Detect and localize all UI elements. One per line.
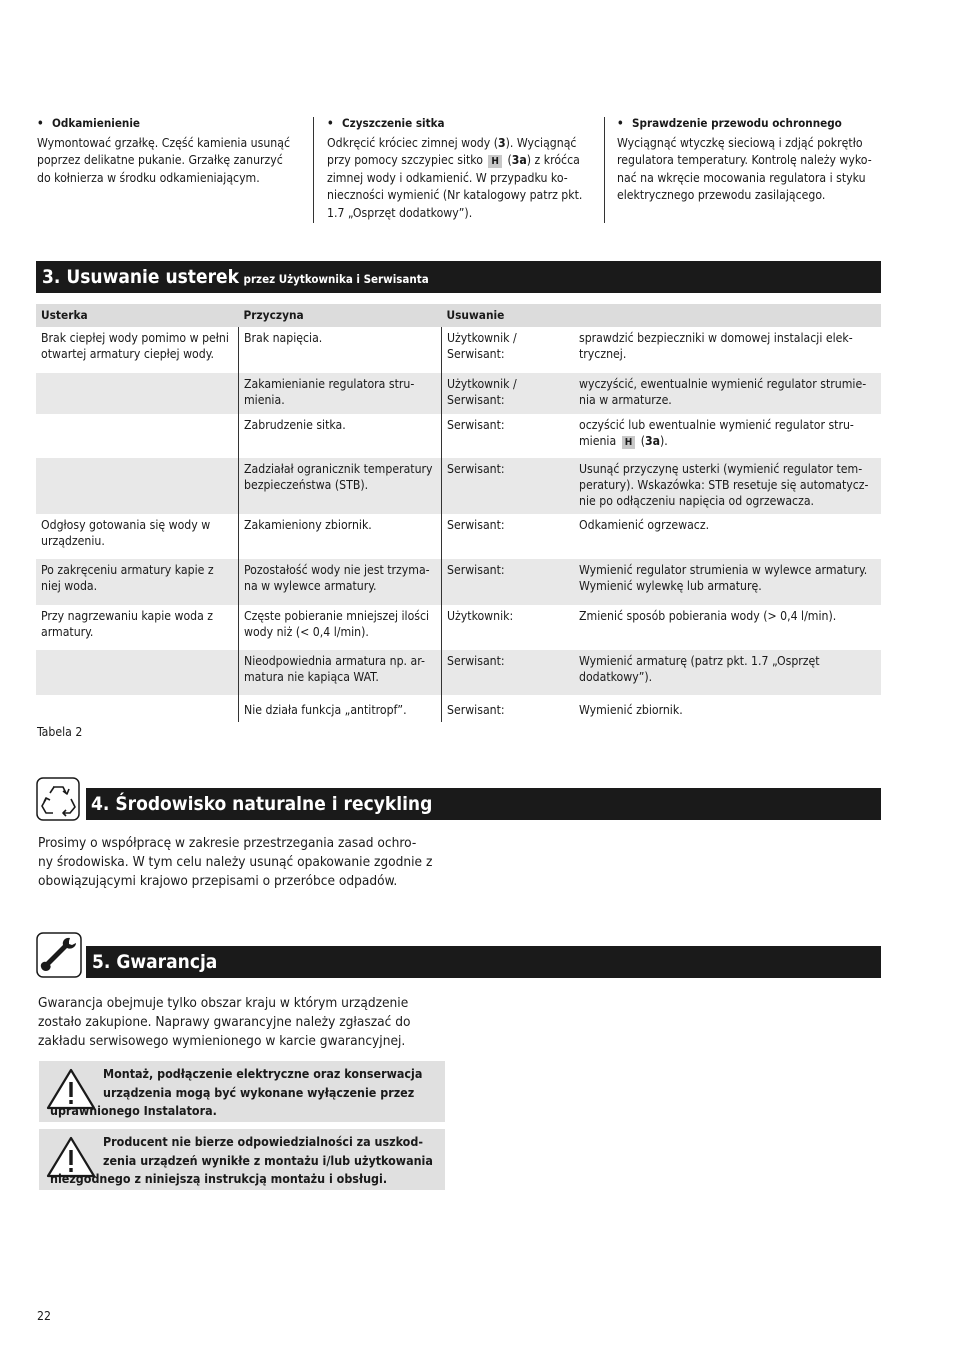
table-row bbox=[36, 373, 881, 414]
table-cell: Serwisant: bbox=[442, 559, 574, 605]
table-row bbox=[36, 327, 881, 373]
table-cell: Serwisant: bbox=[442, 514, 574, 559]
column-heading: • Czyszczenie sitka bbox=[327, 116, 445, 130]
table-header-row bbox=[36, 304, 881, 327]
column-line: nać na wkręcie mocowania regulatora i styku bbox=[617, 170, 866, 185]
table-row bbox=[36, 414, 881, 458]
table-row bbox=[36, 514, 881, 559]
table-cell: wyczyścić, ewentualnie wymienić regulator strumie- nia w armaturze. bbox=[573, 373, 881, 414]
column-line: Wyciągnąć wtyczkę sieciową i zdjąć pokrętło bbox=[617, 135, 863, 150]
column-line: regulatora temperatury. Kontrolę należy wyko- bbox=[617, 153, 872, 168]
table-cell: Serwisant: bbox=[442, 458, 574, 514]
warning-text-tail: niezgodnego z niniejszą instrukcją montażu i obsługi. bbox=[50, 1171, 388, 1186]
table-cell: Brak ciepłej wody pomimo w pełni otwartej armatury ciepłej wody. bbox=[41, 331, 229, 362]
column-line: Wymontować grzałkę. Część kamienia usunąć bbox=[37, 135, 290, 150]
column-line: 1.7 „Osprzęt dodatkowy”). bbox=[327, 205, 473, 220]
table-cell: Wymienić armaturę (patrz pkt. 1.7 „Osprzęt dodatkowy”). bbox=[573, 650, 881, 695]
troubleshooting-table bbox=[36, 304, 881, 722]
table-cell: Serwisant: bbox=[442, 650, 574, 695]
warning-text: Producent nie bierze odpowiedzialności za uszkod- zenia urządzeń wynikłe z montażu i/lub użytkowania bbox=[103, 1134, 433, 1168]
table-caption: Tabela 2 bbox=[37, 725, 83, 739]
table-cell: sprawdzić bezpieczniki w domowej instalacji elek- trycznej. bbox=[579, 331, 853, 362]
table-cell bbox=[36, 650, 239, 695]
column-line: przy pomocy szczypiec sitko H (3a) z króćca bbox=[327, 153, 580, 168]
table-cell bbox=[36, 373, 239, 414]
table-cell: Brak napięcia. bbox=[239, 327, 442, 373]
table-row bbox=[36, 650, 881, 695]
table-row bbox=[36, 458, 881, 514]
column-line: Odkręcić króciec zimnej wody (3). Wyciągnąć bbox=[327, 135, 577, 150]
section-3-header bbox=[36, 261, 881, 293]
table-cell bbox=[36, 458, 239, 514]
column-line: zimnej wody i odkamienić. W przypadku ko- bbox=[327, 170, 568, 185]
table-cell bbox=[36, 695, 239, 722]
table-cell: Odkamienić ogrzewacz. bbox=[579, 518, 710, 532]
table-cell: Po zakręceniu armatury kapie z niej woda. bbox=[36, 559, 239, 605]
warning-box-installer bbox=[39, 1061, 445, 1122]
table-cell: Serwisant: bbox=[442, 695, 574, 722]
section-3-subtitle: przez Użytkownika i Serwisanta bbox=[243, 272, 429, 286]
table-cell: Zmienić sposób pobierania wody (> 0,4 l/min). bbox=[579, 609, 837, 623]
wrench-icon bbox=[36, 932, 82, 978]
column-ground-check bbox=[617, 115, 887, 205]
table-cell: Zabrudzenie sitka. bbox=[239, 414, 442, 458]
table-cell: Pozostałość wody nie jest trzyma- na w wylewce armatury. bbox=[239, 559, 442, 605]
table-cell: Wymienić zbiornik. bbox=[579, 703, 683, 717]
section-4-title: 4. Środowisko naturalne i recykling bbox=[91, 793, 433, 815]
table-cell: Użytkownik / Serwisant: bbox=[442, 327, 574, 373]
warning-box-liability bbox=[39, 1129, 445, 1190]
table-cell: Odgłosy gotowania się wody w urządzeniu. bbox=[41, 518, 211, 549]
table-cell: Usunąć przyczynę usterki (wymienić regulator tem- peratury). Wskazówka: STB resetuje się automatycz- nie po odłączeniu napięcia od ogrzewacza. bbox=[573, 458, 881, 514]
warning-text-tail: uprawnionego Instalatora. bbox=[50, 1103, 217, 1118]
table-cell: Nie działa funkcja „antitropf”. bbox=[239, 695, 442, 722]
column-strainer bbox=[327, 115, 597, 223]
section-4-header bbox=[86, 788, 881, 820]
section-5-title: 5. Gwarancja bbox=[92, 951, 218, 973]
section-5-header bbox=[86, 946, 881, 978]
column-line: elektrycznego przewodu zasilającego. bbox=[617, 188, 826, 203]
section-5-text: Gwarancja obejmuje tylko obszar kraju w którym urządzenie zostało zakupione. Naprawy gwarancyjne należy zgłaszać do zakładu serwisowego wymienionego w karcie gwarancyjnej. bbox=[38, 995, 411, 1049]
table-cell: Użytkownik / Serwisant: bbox=[442, 373, 574, 414]
table-cell: Nieodpowiednia armatura np. ar- matura nie kapiąca WAT. bbox=[239, 650, 442, 695]
table-cell: Zakamieniony zbiornik. bbox=[239, 514, 442, 559]
table-cell: Wymienić regulator strumienia w wylewce armatury. Wymienić wylewkę lub armaturę. bbox=[573, 559, 881, 605]
table-cell: Serwisant: bbox=[442, 414, 574, 458]
table-cell: Użytkownik: bbox=[442, 605, 574, 650]
column-line: poprzez delikatne pukanie. Grzałkę zanurzyć bbox=[37, 153, 283, 168]
table-row bbox=[36, 559, 881, 605]
table-cell: Częste pobieranie mniejszej ilości wody niż (< 0,4 l/min). bbox=[239, 605, 442, 650]
part-label-h: H bbox=[488, 155, 502, 168]
table-cell: oczyścić lub ewentualnie wymienić regulator stru- mienia H (3a). bbox=[579, 418, 854, 449]
column-line: nieczności wymienić (Nr katalogowy patrz pkt. bbox=[327, 188, 583, 203]
table-header-cell: Usuwanie bbox=[442, 304, 882, 327]
column-divider bbox=[604, 117, 605, 223]
table-cell: Zakamienianie regulatora stru- mienia. bbox=[239, 373, 442, 414]
table-row bbox=[36, 695, 881, 722]
section-3-title: 3. Usuwanie usterek bbox=[42, 266, 239, 288]
recycling-icon bbox=[36, 777, 80, 821]
column-line: do kołnierza w środku odkamieniającym. bbox=[37, 170, 260, 185]
table-cell bbox=[36, 414, 239, 458]
part-label-h: H bbox=[622, 436, 636, 449]
table-row bbox=[36, 605, 881, 650]
column-heading: • Odkamienienie bbox=[37, 116, 140, 130]
column-heading: • Sprawdzenie przewodu ochronnego bbox=[617, 116, 842, 130]
table-header-cell: Usterka bbox=[36, 304, 239, 327]
table-cell: Zadziałał ogranicznik temperatury bezpieczeństwa (STB). bbox=[239, 458, 442, 514]
column-descaling bbox=[37, 115, 307, 187]
table-cell: Przy nagrzewaniu kapie woda z armatury. bbox=[41, 609, 214, 640]
table-header-cell: Przyczyna bbox=[239, 304, 442, 327]
column-divider bbox=[313, 117, 314, 223]
page-number: 22 bbox=[37, 1309, 51, 1323]
warning-text: Montaż, podłączenie elektryczne oraz konserwacja urządzenia mogą być wykonane wyłączenie przez bbox=[103, 1066, 423, 1100]
section-4-text: Prosimy o współpracę w zakresie przestrzegania zasad ochro- ny środowiska. W tym celu należy usunąć opakowanie zgodnie z obowiązującymi krajowo przepisami o przeróbce odpadów. bbox=[38, 835, 433, 889]
